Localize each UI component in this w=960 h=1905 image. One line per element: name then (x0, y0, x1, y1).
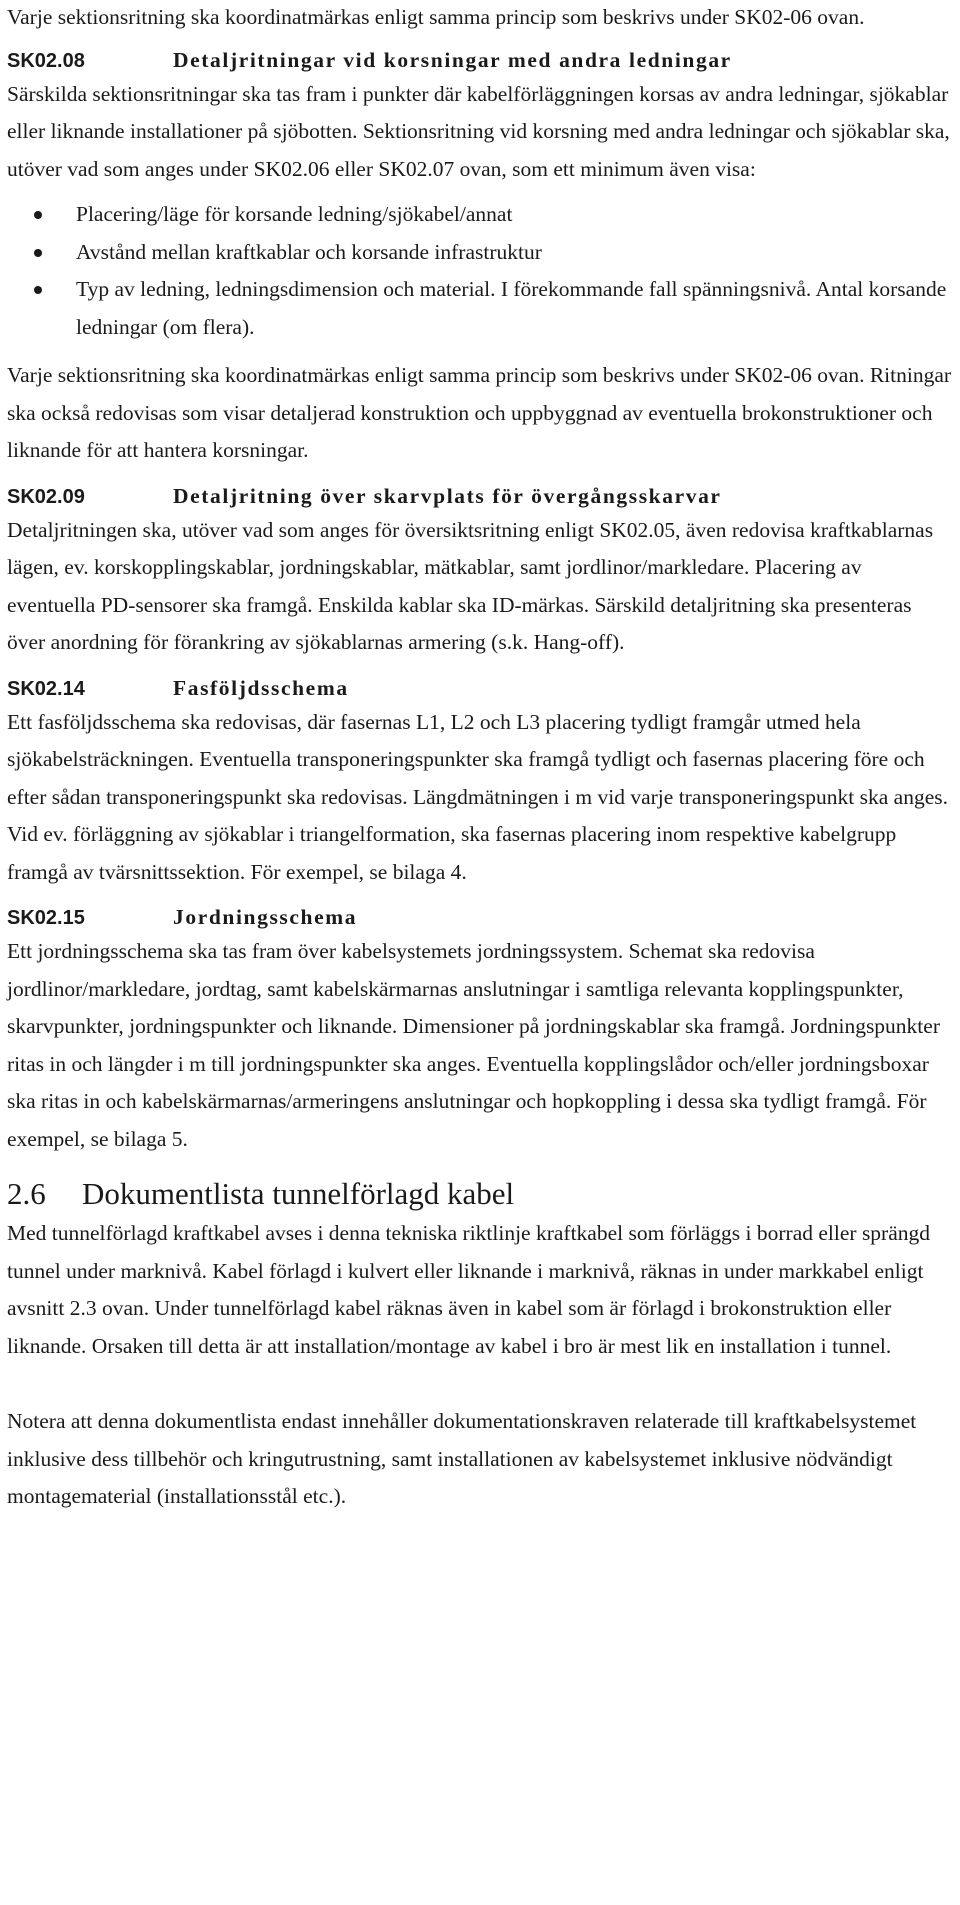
sk0214-paragraph: Ett fasföljdsschema ska redovisas, där fasernas L1, L2 och L3 placering tydligt framgår utmed hela sjökabelsträckningen. Eventuella transponeringspunkter ska framgå tydligt och fasernas placering före och efter sådan transponeringspunkt ska redovisas. Längdmätningen i m vid varje transponeringspunkt ska anges. Vid ev. förläggning av sjökablar i triangelformation, ska fasernas placering inom respektive kabelgrupp framgå av tvärsnittssektion. För exempel, se bilaga 4. (7, 709, 948, 884)
section-title: Detaljritningar vid korsningar med andra ledningar (173, 47, 732, 72)
chapter-number: 2.6 (7, 1176, 46, 1211)
bullet-dot-icon (34, 286, 42, 294)
list-item (7, 196, 952, 234)
chapter-2-6-note: Notera att denna dokumentlista endast innehåller dokumentationskraven relaterade till kraftkabelsystemet inklusive dess tillbehör och kringutrustning, samt installationen av kabelsystemet inklusive nödvändigt montagematerial (installationsstål etc.). (7, 1409, 917, 1508)
section-heading-sk0209 (7, 476, 952, 516)
document-page (7, 0, 952, 1516)
section-code: SK02.14 (7, 677, 85, 700)
list-item (7, 234, 952, 272)
list-item (7, 271, 952, 346)
list-item-text: Placering/läge för korsande ledning/sjökabel/annat (76, 202, 513, 226)
chapter-heading-2-6 (7, 1172, 952, 1216)
list-item-text: Avstånd mellan kraftkablar och korsande infrastruktur (76, 239, 542, 264)
section-code: SK02.08 (7, 49, 85, 72)
sk0209-paragraph: Detaljritningen ska, utöver vad som anges för översiktsritning enligt SK02.05, även redovisa kraftkablarnas lägen, ev. korskopplingskablar, jordningskablar, mätkablar, samt jordlinor/markledare. Placering av eventuella PD-sensorer ska framgå. Enskilda kablar ska ID-märkas. Särskild detaljritning ska presenteras över anordning för förankring av sjökablarnas armering (s.k. Hang-off). (7, 517, 934, 654)
section-title: Jordningsschema (173, 905, 358, 929)
section-heading-sk0214 (7, 668, 952, 708)
section-code: SK02.15 (7, 907, 85, 929)
bullet-dot-icon (34, 249, 42, 257)
sk0208-bullet-list (7, 196, 952, 346)
section-code: SK02.09 (7, 485, 85, 508)
list-item-text: Typ av ledning, ledningsdimension och material. I förekommande fall spänningsnivå. Antal korsande ledningar (om flera). (76, 277, 947, 339)
intro-paragraph: Varje sektionsritning ska koordinatmärkas enligt samma princip som beskrivs under SK02-06 ovan. (7, 5, 865, 29)
section-heading-sk0215 (7, 897, 952, 937)
section-title: Detaljritning över skarvplats för övergångsskarvar (173, 483, 722, 508)
chapter-2-6-paragraph: Med tunnelförlagd kraftkabel avses i denna tekniska riktlinje kraftkabel som förläggs i borrad eller sprängd tunnel under marknivå. Kabel förlagd i kulvert eller liknande i marknivå, räknas in under markkabel enligt avsnitt 2.3 ovan. Under tunnelförlagd kabel räknas även in kabel som är förlagd i brokonstruktion eller liknande. Orsaken till detta är att installation/montage av kabel i bro är mest lik en installation i tunnel. (7, 1221, 931, 1358)
bullet-dot-icon (34, 211, 42, 219)
chapter-title: Dokumentlista tunnelförlagd kabel (82, 1176, 515, 1211)
section-title: Fasföljdsschema (173, 675, 349, 700)
sk0208-paragraph-2: Varje sektionsritning ska koordinatmärkas enligt samma princip som beskrivs under SK02-06 ovan. Ritningar ska också redovisas som visar detaljerad konstruktion och uppbyggnad av eventuella brokonstruktioner och liknande för att hantera korsningar. (7, 363, 952, 462)
sk0215-paragraph: Ett jordningsschema ska tas fram över kabelsystemets jordningssystem. Schemat ska redovisa jordlinor/markledare, jordtag, samt kabelskärmarnas anslutningar i samtliga relevanta kopplingspunkter, skarvpunkter, jordningspunkter och liknande. Dimensioner på jordningskablar ska framgå. Jordningspunkter ritas in och längder i m till jordningspunkter ska anges. Eventuella kopplingslådor och/eller jordningsboxar ska ritas in och kabelskärmarnas/armeringens anslutningar och hopkoppling i dessa ska tydligt framgå. För exempel, se bilaga 5. (7, 939, 940, 1151)
sk0208-paragraph: Särskilda sektionsritningar ska tas fram i punkter där kabelförläggningen korsas av andra ledningar, sjökablar eller liknande installationer på sjöbotten. Sektionsritning vid korsning med andra ledningar och sjökablar ska, utöver vad som anges under SK02.06 eller SK02.07 ovan, som ett minimum även visa: (7, 81, 950, 181)
section-heading-sk0208 (7, 40, 952, 80)
